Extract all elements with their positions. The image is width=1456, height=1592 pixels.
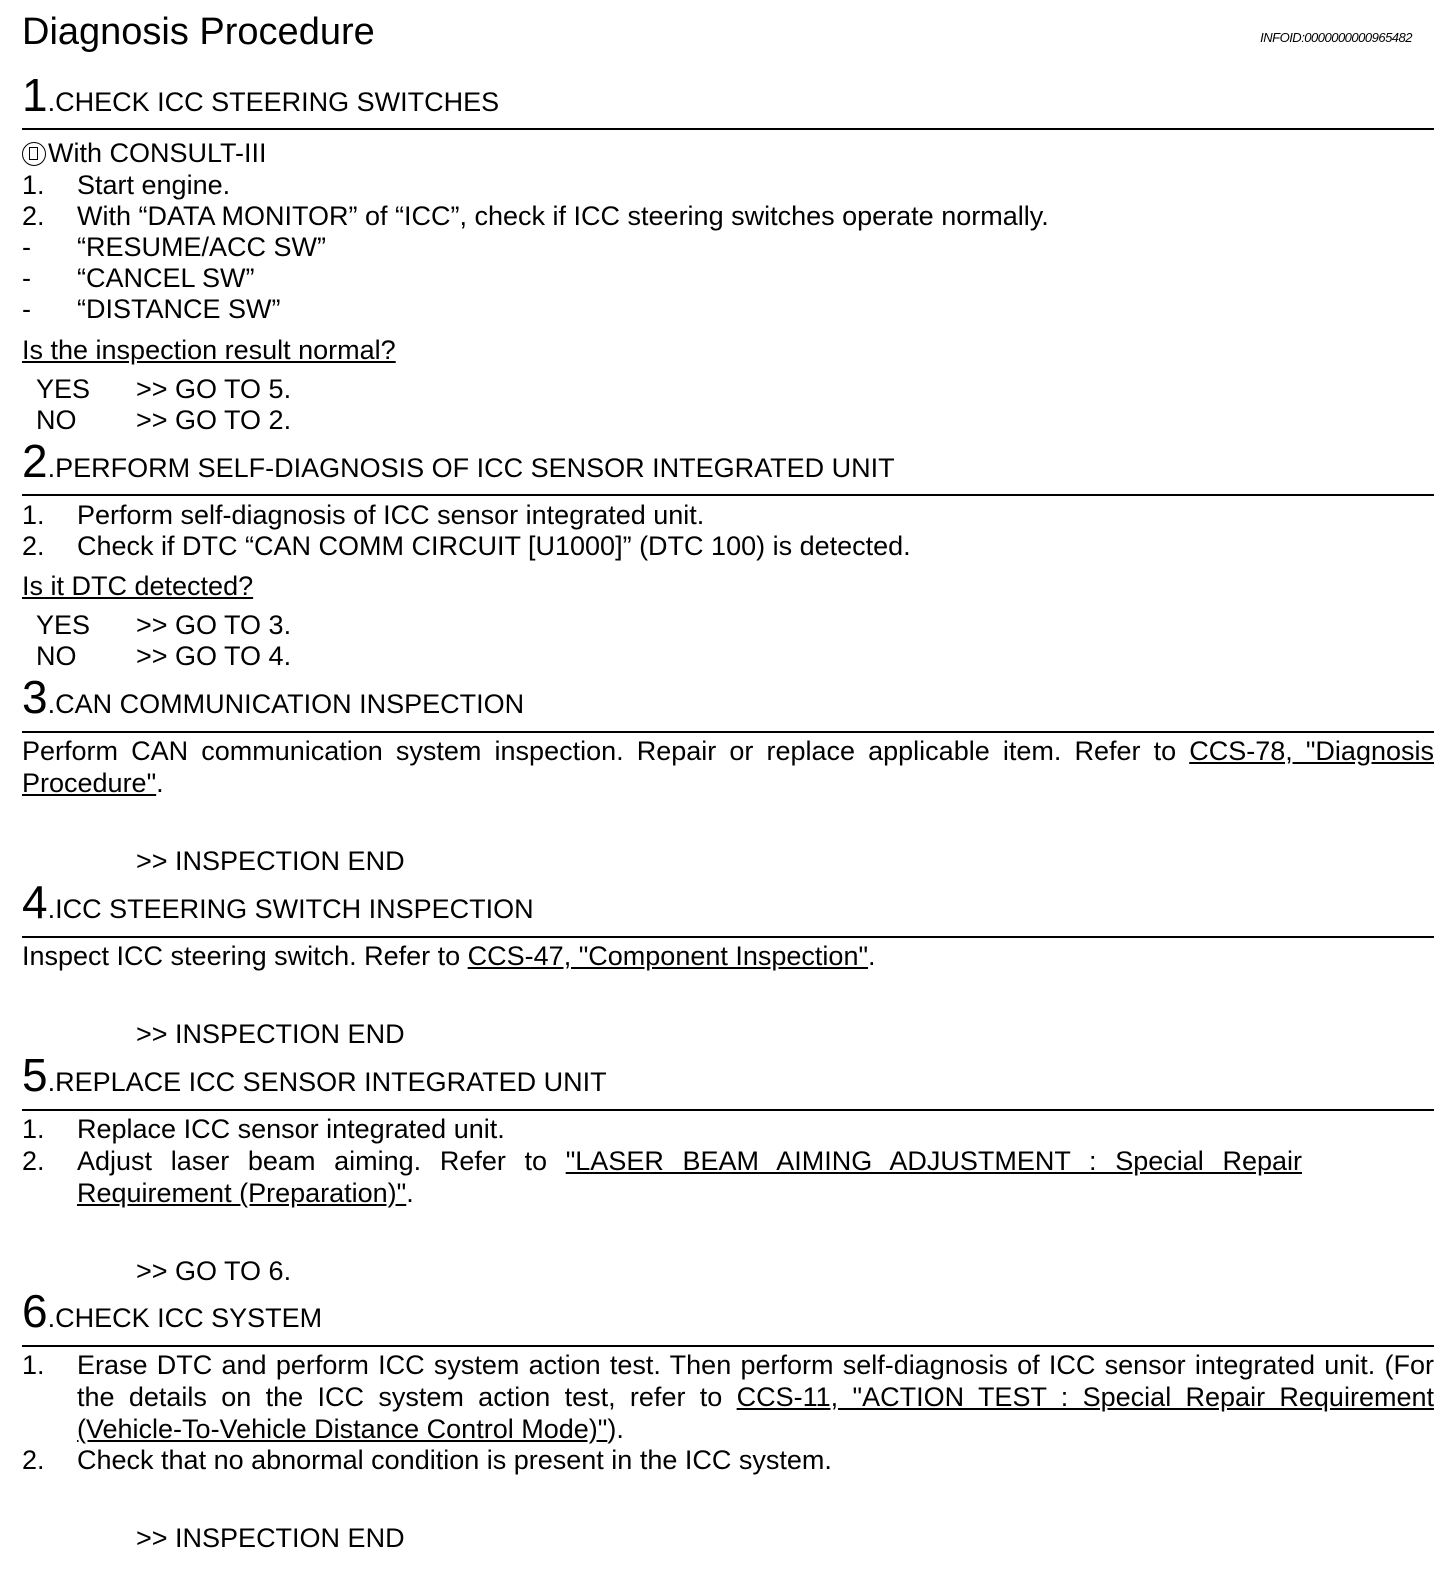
step-number: 6 xyxy=(22,1285,48,1337)
reference-link[interactable]: CCS-78, "Diagnosis Procedure" xyxy=(22,736,1434,798)
answer-goto: >> GO TO 4. xyxy=(136,641,292,671)
step-title: .CHECK ICC SYSTEM xyxy=(47,1303,323,1333)
list-marker: 2. xyxy=(22,201,45,231)
consult-label: With CONSULT-III xyxy=(48,138,267,168)
list-marker: 1. xyxy=(22,1114,45,1144)
answer-goto: >> GO TO 2. xyxy=(136,405,292,435)
list-item: Check if DTC “CAN COMM CIRCUIT [U1000]” (DTC 100) is detected. xyxy=(77,531,911,561)
page-title: Diagnosis Procedure xyxy=(22,11,375,53)
step-2-header xyxy=(22,436,895,486)
answer-label: NO xyxy=(36,641,77,671)
step-number: 1 xyxy=(22,69,48,121)
step-3-header xyxy=(22,672,524,722)
list-item: With “DATA MONITOR” of “ICC”, check if ICC steering switches operate normally. xyxy=(77,201,1049,231)
step-6-header xyxy=(22,1286,322,1336)
step-number: 4 xyxy=(22,876,48,928)
step-number: 3 xyxy=(22,671,48,723)
step-result: >> INSPECTION END xyxy=(136,1019,405,1049)
reference-link[interactable]: CCS-11, "ACTION TEST : Special Repair Requirement (Vehicle-To-Vehicle Distance Control Mode)" xyxy=(77,1382,1434,1444)
item-text: Erase DTC and perform ICC system action test. Then perform self-diagnosis of ICC sensor integrated unit. (For the details on the ICC system action test, refer to xyxy=(77,1350,1434,1412)
list-item: Start engine. xyxy=(77,170,231,200)
step-title: .PERFORM SELF-DIAGNOSIS OF ICC SENSOR INTEGRATED UNIT xyxy=(47,453,895,483)
item-text-end: . xyxy=(406,1178,414,1208)
step-title: .ICC STEERING SWITCH INSPECTION xyxy=(47,894,534,924)
step-title: .REPLACE ICC SENSOR INTEGRATED UNIT xyxy=(47,1067,607,1097)
body-text: Inspect ICC steering switch. Refer to xyxy=(22,941,468,971)
list-marker: 2. xyxy=(22,531,45,561)
consult-icon xyxy=(22,142,46,166)
list-item: “RESUME/ACC SW” xyxy=(77,232,326,262)
answer-goto: >> GO TO 5. xyxy=(136,374,292,404)
answer-label: YES xyxy=(36,610,91,640)
list-item: Check that no abnormal condition is present in the ICC system. xyxy=(77,1445,832,1475)
list-item: Perform self-diagnosis of ICC sensor integrated unit. xyxy=(77,500,705,530)
step-number: 5 xyxy=(22,1049,48,1101)
body-text-end: . xyxy=(868,941,876,971)
step-divider xyxy=(22,936,1434,938)
list-item: “CANCEL SW” xyxy=(77,263,255,293)
list-marker: 1. xyxy=(22,1350,45,1380)
question: Is it DTC detected? xyxy=(22,571,254,601)
item-text-end: ). xyxy=(607,1414,624,1444)
step-divider xyxy=(22,128,1434,130)
step-3-body xyxy=(22,735,1434,799)
list-marker: 1. xyxy=(22,500,45,530)
step-title: .CHECK ICC STEERING SWITCHES xyxy=(47,87,500,117)
step-result: >> INSPECTION END xyxy=(136,846,405,876)
question: Is the inspection result normal? xyxy=(22,335,396,365)
list-item: Replace ICC sensor integrated unit. xyxy=(77,1114,505,1144)
reference-link[interactable]: CCS-47, "Component Inspection" xyxy=(467,941,869,971)
consult-line xyxy=(22,137,267,169)
list-marker: - xyxy=(22,263,31,293)
answer-goto: >> GO TO 3. xyxy=(136,610,292,640)
step-number: 2 xyxy=(22,435,48,487)
answer-no xyxy=(36,404,292,436)
step-divider xyxy=(22,1345,1434,1347)
step-divider xyxy=(22,494,1434,496)
body-text-end: . xyxy=(156,768,164,798)
info-id: INFOID:0000000000965482 xyxy=(1260,30,1412,45)
step-4-body xyxy=(22,940,876,972)
list-marker: - xyxy=(22,294,31,324)
step-divider xyxy=(22,731,1434,733)
list-marker: - xyxy=(22,232,31,262)
step-5-header xyxy=(22,1050,607,1100)
step-result: >> GO TO 6. xyxy=(136,1256,292,1286)
answer-no xyxy=(36,640,292,672)
answer-label: NO xyxy=(36,405,77,435)
step-divider xyxy=(22,1109,1434,1111)
list-marker: 2. xyxy=(22,1445,45,1475)
step-1-header xyxy=(22,70,499,120)
answer-yes xyxy=(36,609,292,641)
step-title: .CAN COMMUNICATION INSPECTION xyxy=(47,689,525,719)
body-text: Perform CAN communication system inspection. Repair or replace applicable item. Refer to xyxy=(22,736,1190,766)
answer-yes xyxy=(36,373,292,405)
reference-link[interactable]: "LASER BEAM AIMING ADJUSTMENT : Special Repair Requirement (Preparation)" xyxy=(77,1146,1302,1208)
list-marker: 2. xyxy=(22,1146,45,1176)
list-item: “DISTANCE SW” xyxy=(77,294,281,324)
list-marker: 1. xyxy=(22,170,45,200)
answer-label: YES xyxy=(36,374,91,404)
item-text: Adjust laser beam aiming. Refer to xyxy=(77,1146,566,1176)
step-result: >> INSPECTION END xyxy=(136,1523,405,1553)
list-item xyxy=(77,1349,1434,1445)
step-4-header xyxy=(22,877,534,927)
list-item xyxy=(77,1145,1302,1209)
